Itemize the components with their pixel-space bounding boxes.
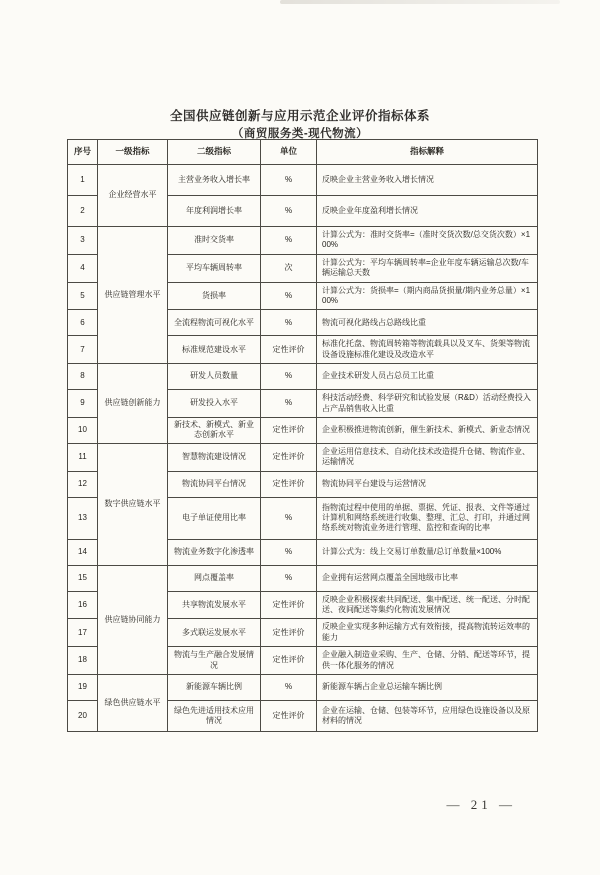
- explanation-cell: 新能源车辆占企业总运输车辆比例: [317, 675, 538, 701]
- row-number: 1: [68, 165, 98, 196]
- level2-indicator: 智慧物流建设情况: [168, 443, 261, 471]
- row-number: 5: [68, 282, 98, 310]
- unit-cell: 定性评价: [261, 336, 317, 364]
- row-number: 14: [68, 539, 98, 565]
- level2-indicator: 主营业务收入增长率: [168, 165, 261, 196]
- level1-indicator: 绿色供应链水平: [98, 675, 168, 732]
- level2-indicator: 电子单证使用比率: [168, 497, 261, 539]
- explanation-cell: 计算公式为：货损率=（期内商品货损量/期内业务总量）×100%: [317, 282, 538, 310]
- unit-cell: 定性评价: [261, 443, 317, 471]
- row-number: 7: [68, 336, 98, 364]
- level2-indicator: 物流协同平台情况: [168, 471, 261, 497]
- unit-cell: 定性评价: [261, 647, 317, 675]
- row-number: 8: [68, 364, 98, 390]
- level2-indicator: 研发人员数量: [168, 364, 261, 390]
- level2-indicator: 准时交货率: [168, 227, 261, 255]
- explanation-cell: 计算公式为：平均车辆周转率=企业年度车辆运输总次数/车辆运输总天数: [317, 254, 538, 282]
- explanation-cell: 企业融入制造业采购、生产、仓储、分销、配送等环节，提供一体化服务的情况: [317, 647, 538, 675]
- row-number: 6: [68, 310, 98, 336]
- row-number: 20: [68, 701, 98, 732]
- table-row: [68, 565, 538, 591]
- table-row: [68, 227, 538, 255]
- row-number: 13: [68, 497, 98, 539]
- unit-cell: %: [261, 675, 317, 701]
- level2-indicator: 多式联运发展水平: [168, 619, 261, 647]
- unit-cell: 定性评价: [261, 701, 317, 732]
- row-number: 18: [68, 647, 98, 675]
- row-number: 9: [68, 390, 98, 418]
- row-number: 16: [68, 591, 98, 619]
- level2-indicator: 物流业务数字化渗透率: [168, 539, 261, 565]
- level2-indicator: 新技术、新模式、新业态创新水平: [168, 417, 261, 443]
- explanation-cell: 企业技术研发人员占总员工比重: [317, 364, 538, 390]
- row-number: 2: [68, 196, 98, 227]
- explanation-cell: 物流协同平台建设与运营情况: [317, 471, 538, 497]
- level2-indicator: 年度利润增长率: [168, 196, 261, 227]
- level1-indicator: 供应链协同能力: [98, 565, 168, 674]
- scan-artifact: [280, 0, 560, 4]
- unit-cell: %: [261, 282, 317, 310]
- row-number: 19: [68, 675, 98, 701]
- explanation-cell: 企业在运输、仓储、包装等环节，应用绿色设施设备以及原材料的情况: [317, 701, 538, 732]
- level2-indicator: 新能源车辆比例: [168, 675, 261, 701]
- explanation-cell: 反映企业主营业务收入增长情况: [317, 165, 538, 196]
- explanation-cell: 科技活动经费、科学研究和试验发展（R&D）活动经费投入占产品销售收入比重: [317, 390, 538, 418]
- unit-cell: %: [261, 364, 317, 390]
- table-row: [68, 364, 538, 390]
- explanation-cell: 反映企业年度盈利增长情况: [317, 196, 538, 227]
- header-no: 序号: [68, 140, 98, 165]
- unit-cell: 次: [261, 254, 317, 282]
- unit-cell: 定性评价: [261, 417, 317, 443]
- table-row: [68, 675, 538, 701]
- row-number: 10: [68, 417, 98, 443]
- unit-cell: %: [261, 196, 317, 227]
- level2-indicator: 标准规范建设水平: [168, 336, 261, 364]
- level2-indicator: 绿色先进适用技术应用情况: [168, 701, 261, 732]
- explanation-cell: 企业积极推进物流创新，催生新技术、新模式、新业态情况: [317, 417, 538, 443]
- explanation-cell: 企业拥有运营网点覆盖全国地级市比率: [317, 565, 538, 591]
- explanation-cell: 计算公式为：线上交易订单数量/总订单数量×100%: [317, 539, 538, 565]
- unit-cell: %: [261, 497, 317, 539]
- document-title: 全国供应链创新与应用示范企业评价指标体系: [169, 109, 430, 123]
- header-row: [68, 140, 538, 165]
- unit-cell: 定性评价: [261, 619, 317, 647]
- table-row: [68, 443, 538, 471]
- document-subtitle: （商贸服务类-现代物流）: [231, 128, 369, 140]
- row-number: 11: [68, 443, 98, 471]
- explanation-cell: 物流可视化路线占总路线比重: [317, 310, 538, 336]
- row-number: 12: [68, 471, 98, 497]
- unit-cell: %: [261, 390, 317, 418]
- explanation-cell: 指物流过程中使用的单据、票据、凭证、报表、文件等通过计算机和网络系统进行收集、整理、汇总、打印，并通过网络系统对物流业务进行管理、监控和查询的比率: [317, 497, 538, 539]
- unit-cell: 定性评价: [261, 471, 317, 497]
- level1-indicator: 企业经营水平: [98, 165, 168, 227]
- row-number: 15: [68, 565, 98, 591]
- level2-indicator: 网点覆盖率: [168, 565, 261, 591]
- header-level1-indicator: 一级指标: [98, 140, 168, 165]
- level1-indicator: 数字供应链水平: [98, 443, 168, 565]
- unit-cell: 定性评价: [261, 591, 317, 619]
- row-number: 4: [68, 254, 98, 282]
- explanation-cell: 标准化托盘、物流周转箱等物流载具以及叉车、货架等物流设备设施标准化建设及改造水平: [317, 336, 538, 364]
- title-block: [0, 106, 600, 141]
- explanation-cell: 反映企业积极探索共同配送、集中配送、统一配送、分时配送、夜间配送等集约化物流发展情况: [317, 591, 538, 619]
- level2-indicator: 物流与生产融合发展情况: [168, 647, 261, 675]
- explanation-cell: 企业运用信息技术、自动化技术改造提升仓储、物流作业、运输情况: [317, 443, 538, 471]
- level2-indicator: 研发投入水平: [168, 390, 261, 418]
- header-explanation: 指标解释: [317, 140, 538, 165]
- explanation-cell: 反映企业实现多种运输方式有效衔接，提高物流转运效率的能力: [317, 619, 538, 647]
- explanation-cell: 计算公式为：准时交货率=（准时交货次数/总交货次数）×100%: [317, 227, 538, 255]
- header-level2-indicator: 二级指标: [168, 140, 261, 165]
- unit-cell: %: [261, 565, 317, 591]
- header-unit: 单位: [261, 140, 317, 165]
- row-number: 3: [68, 227, 98, 255]
- level1-indicator: 供应链创新能力: [98, 364, 168, 444]
- level2-indicator: 共享物流发展水平: [168, 591, 261, 619]
- table-row: [68, 165, 538, 196]
- unit-cell: %: [261, 227, 317, 255]
- row-number: 17: [68, 619, 98, 647]
- unit-cell: %: [261, 165, 317, 196]
- level2-indicator: 货损率: [168, 282, 261, 310]
- page-number: — 21 —: [446, 797, 516, 812]
- unit-cell: %: [261, 310, 317, 336]
- unit-cell: %: [261, 539, 317, 565]
- level2-indicator: 全流程物流可视化水平: [168, 310, 261, 336]
- level2-indicator: 平均车辆周转率: [168, 254, 261, 282]
- indicator-table: [67, 139, 538, 732]
- level1-indicator: 供应链管理水平: [98, 227, 168, 364]
